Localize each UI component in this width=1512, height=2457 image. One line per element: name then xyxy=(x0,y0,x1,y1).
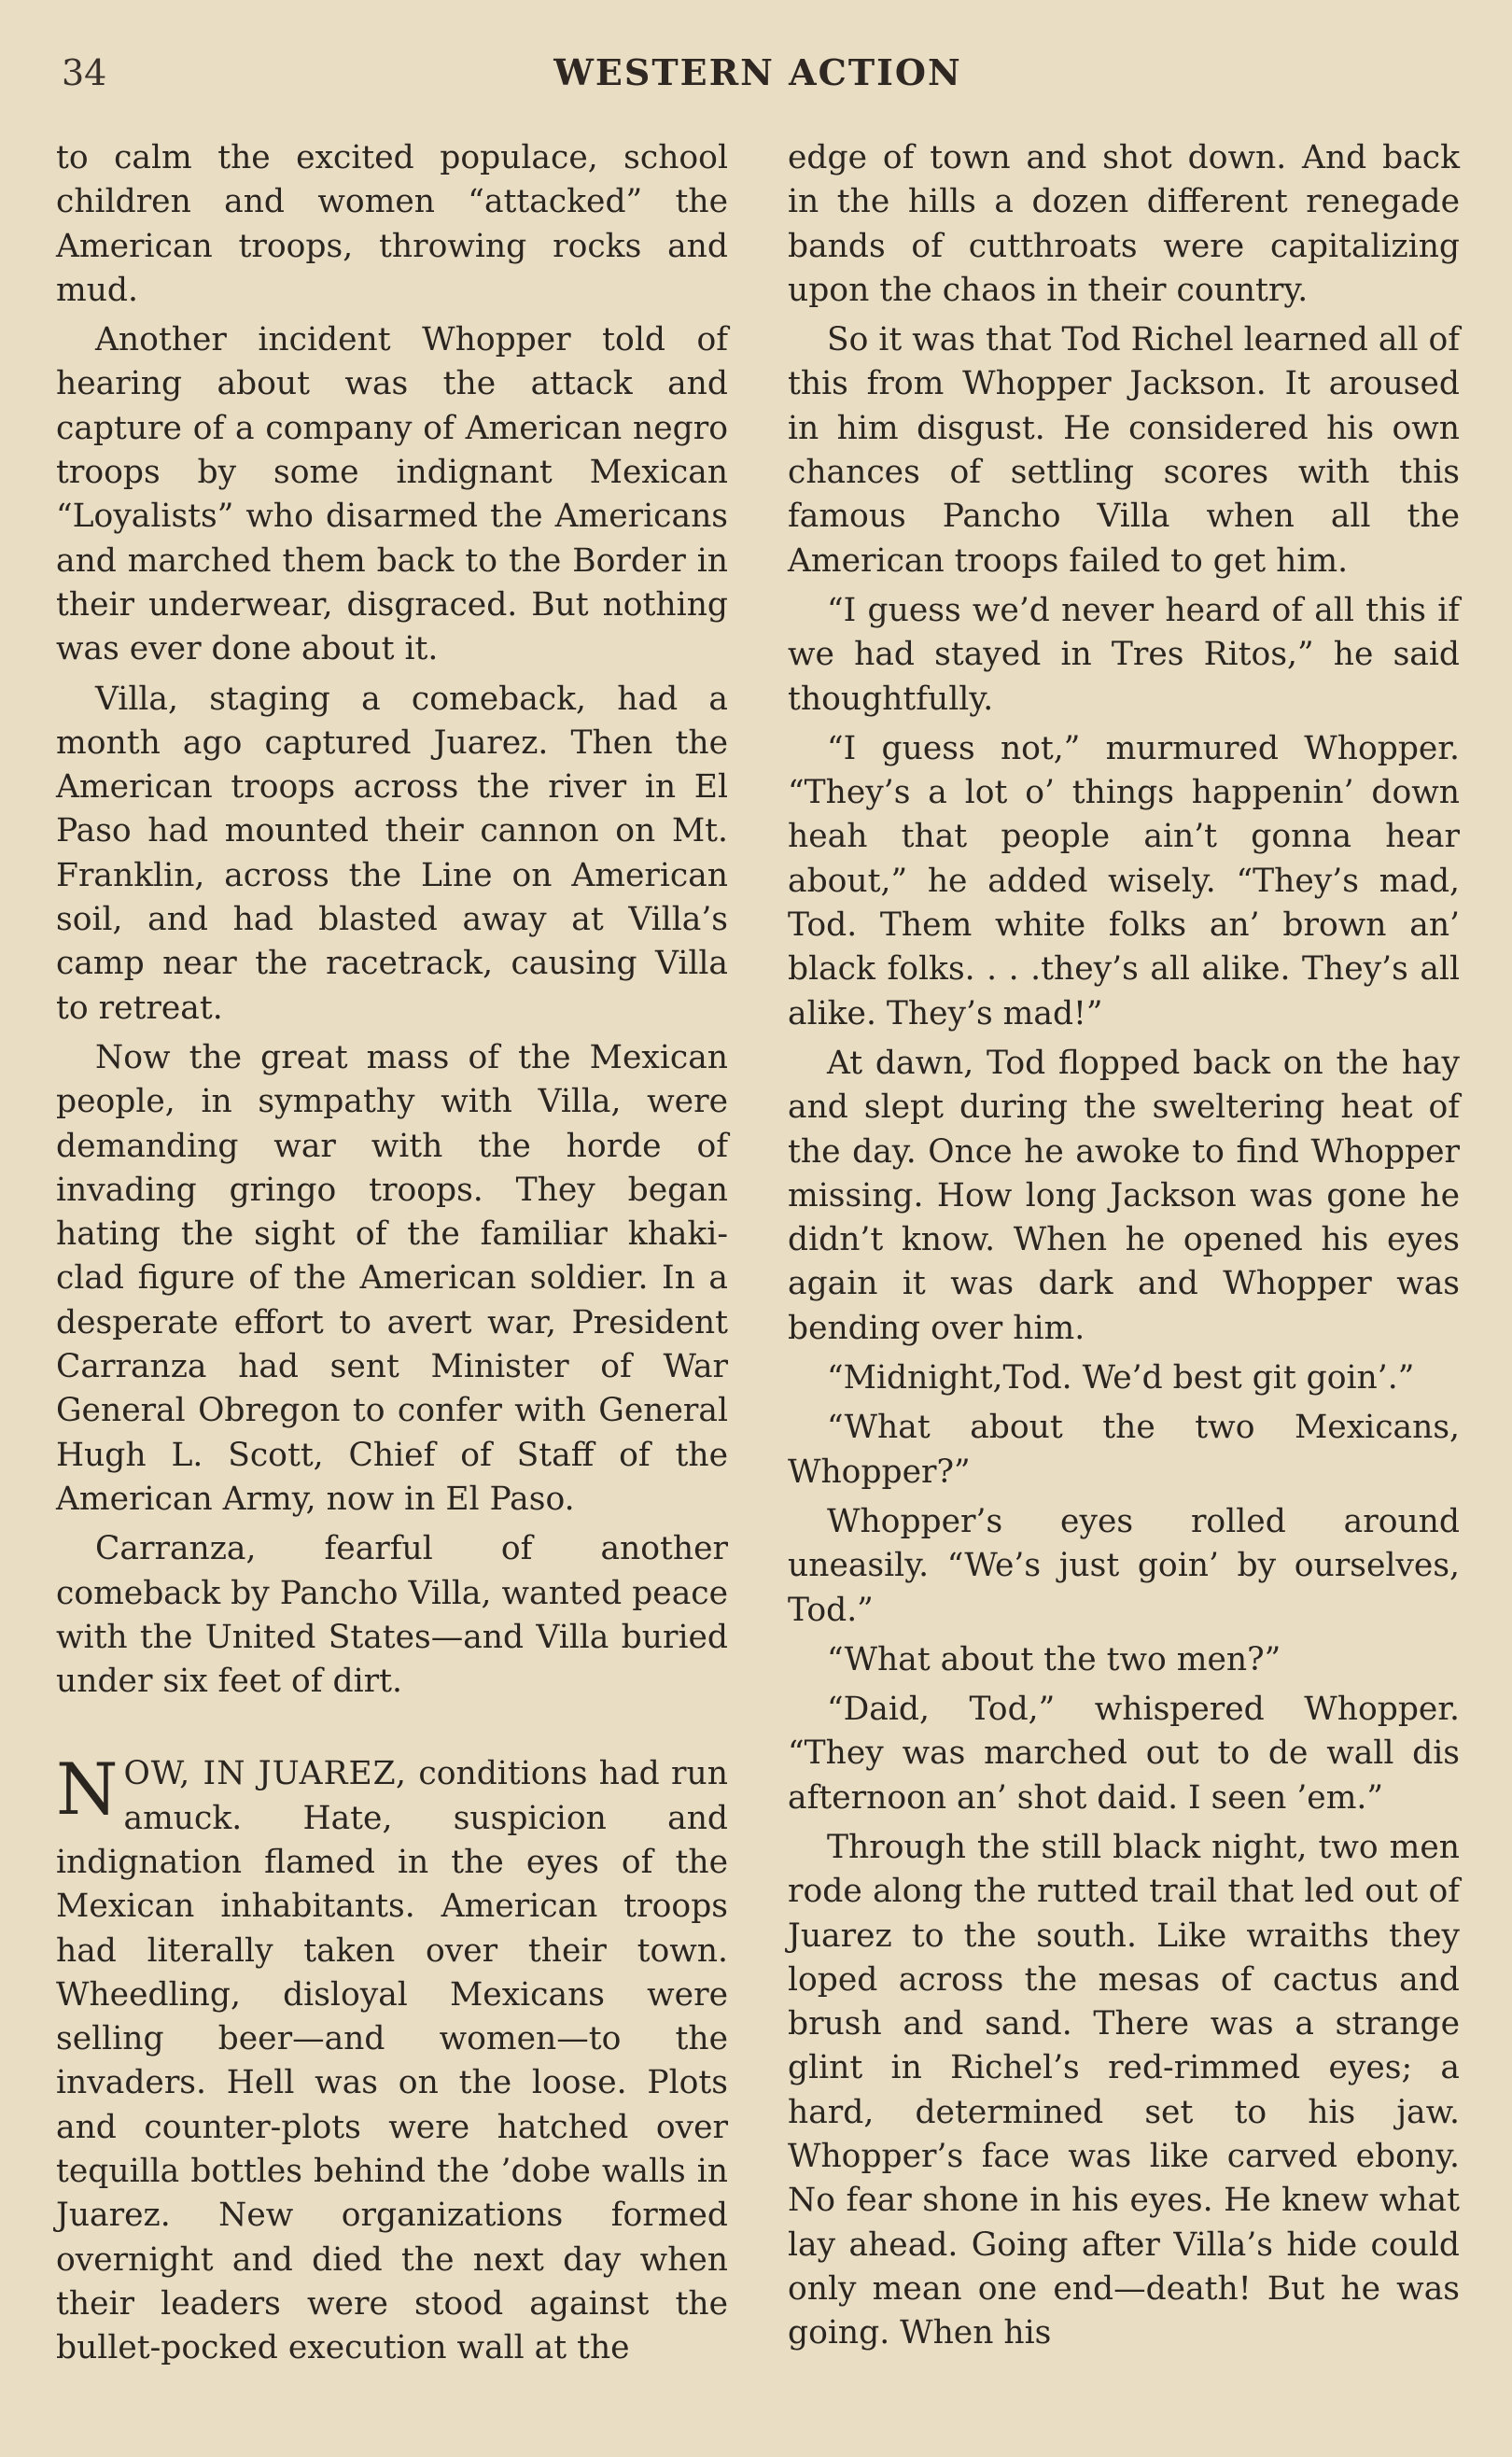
text-columns xyxy=(56,136,1460,2377)
paragraph: “I guess we’d never heard of all this if we had stayed in Tres Ritos,” he said thoughtfully. xyxy=(788,591,1460,718)
right-column xyxy=(788,136,1460,2377)
paragraph: to calm the excited populace, school children and women “attacked” the American troops, throwing rocks and mud. xyxy=(56,139,728,309)
left-column xyxy=(56,136,728,2377)
page-header xyxy=(56,45,1460,101)
section-text: conditions had run amuck. Hate, suspicion and indignation flamed in the eyes of the Mexican inhabitants. American troops had literally taken over their town. Wheedling, disloyal Mexicans were selling beer—and women—to the invaders. Hell was on the loose. Plots and counter-plots were hatched over tequilla bottles behind the ’dobe walls in Juarez. New organizations formed overnight and died the next day when their leaders were stood against the bullet-pocked execution wall at the xyxy=(56,1755,728,2367)
paragraph: Another incident Whopper told of hearing about was the attack and capture of a company of American negro troops by some indignant Mexican “Loyalists” who disarmed the Americans and marched them back to the Border in their underwear, disgraced. But nothing was ever done about it. xyxy=(56,321,728,668)
drop-cap: N xyxy=(56,1748,119,1832)
paragraph: So it was that Tod Richel learned all of this from Whopper Jackson. It aroused in him disgust. He considered his own chances of settling scores with this famous Pancho Villa when all the American troops failed to get him. xyxy=(788,321,1460,580)
section-lead-in: OW, IN JUAREZ, xyxy=(123,1755,408,1793)
paragraph: edge of town and shot down. And back in the hills a dozen different renegade bands of cutthroats were capitalizing upon the chaos in their country. xyxy=(788,139,1460,309)
paragraph: “Daid, Tod,” whispered Whopper. “They was marched out to de wall dis afternoon an’ shot daid. I seen ’em.” xyxy=(788,1691,1460,1817)
paragraph: Carranza, fearful of another comeback by Pancho Villa, wanted peace with the United States—and Villa buried under six feet of dirt. xyxy=(56,1530,728,1701)
paragraph: Now the great mass of the Mexican people, in sympathy with Villa, were demanding war with the horde of invading gringo troops. They began hating the sight of the familiar khaki-clad figure of the American soldier. In a desperate effort to avert war, President Carranza had sent Minister of War General Obregon to confer with General Hugh L. Scott, Chief of Staff of the American Army, now in El Paso. xyxy=(56,1038,728,1518)
paragraph: At dawn, Tod flopped back on the hay and slept during the sweltering heat of the day. Once he awoke to find Whopper missing. How long Jackson was gone he didn’t know. When he opened his eyes again it was dark and Whopper was bending over him. xyxy=(788,1044,1460,1347)
paragraph: “What about the two Mexicans, Whopper?” xyxy=(788,1409,1460,1491)
paragraph: Through the still black night, two men rode along the rutted trail that led out of Juarez to the south. Like wraiths they loped across the mesas of cactus and brush and sand. There was a strange glint in Richel’s red-rimmed eyes; a hard, determined set to his jaw. Whopper’s face was like carved ebony. No fear shone in his eyes. He knew what lay ahead. Going after Villa’s hide could only mean one end—death! But he was going. When his xyxy=(788,1828,1460,2352)
page-number: 34 xyxy=(62,52,107,93)
paragraph: “What about the two men?” xyxy=(827,1640,1281,1678)
section-opening-paragraph xyxy=(56,1748,728,2370)
paragraph: Villa, staging a comeback, had a month ago captured Juarez. Then the American troops across the river in El Paso had mounted their cannon on Mt. Franklin, across the Line on American soil, and had blasted away at Villa’s camp near the racetrack, causing Villa to retreat. xyxy=(56,680,728,1027)
paragraph: “Midnight,Tod. We’d best git goin’.” xyxy=(827,1359,1415,1397)
paragraph: Whopper’s eyes rolled around uneasily. “We’s just goin’ by ourselves, Tod.” xyxy=(788,1502,1460,1629)
paragraph: “I guess not,” murmured Whopper. “They’s a lot o’ things happenin’ down heah that people ain’t gonna hear about,” he added wisely. “They’s mad, Tod. Them white folks an’ brown an’ black folks. . . .they’s all alike. They’s all alike. They’s mad!” xyxy=(788,729,1460,1032)
running-title: WESTERN ACTION xyxy=(553,51,962,93)
